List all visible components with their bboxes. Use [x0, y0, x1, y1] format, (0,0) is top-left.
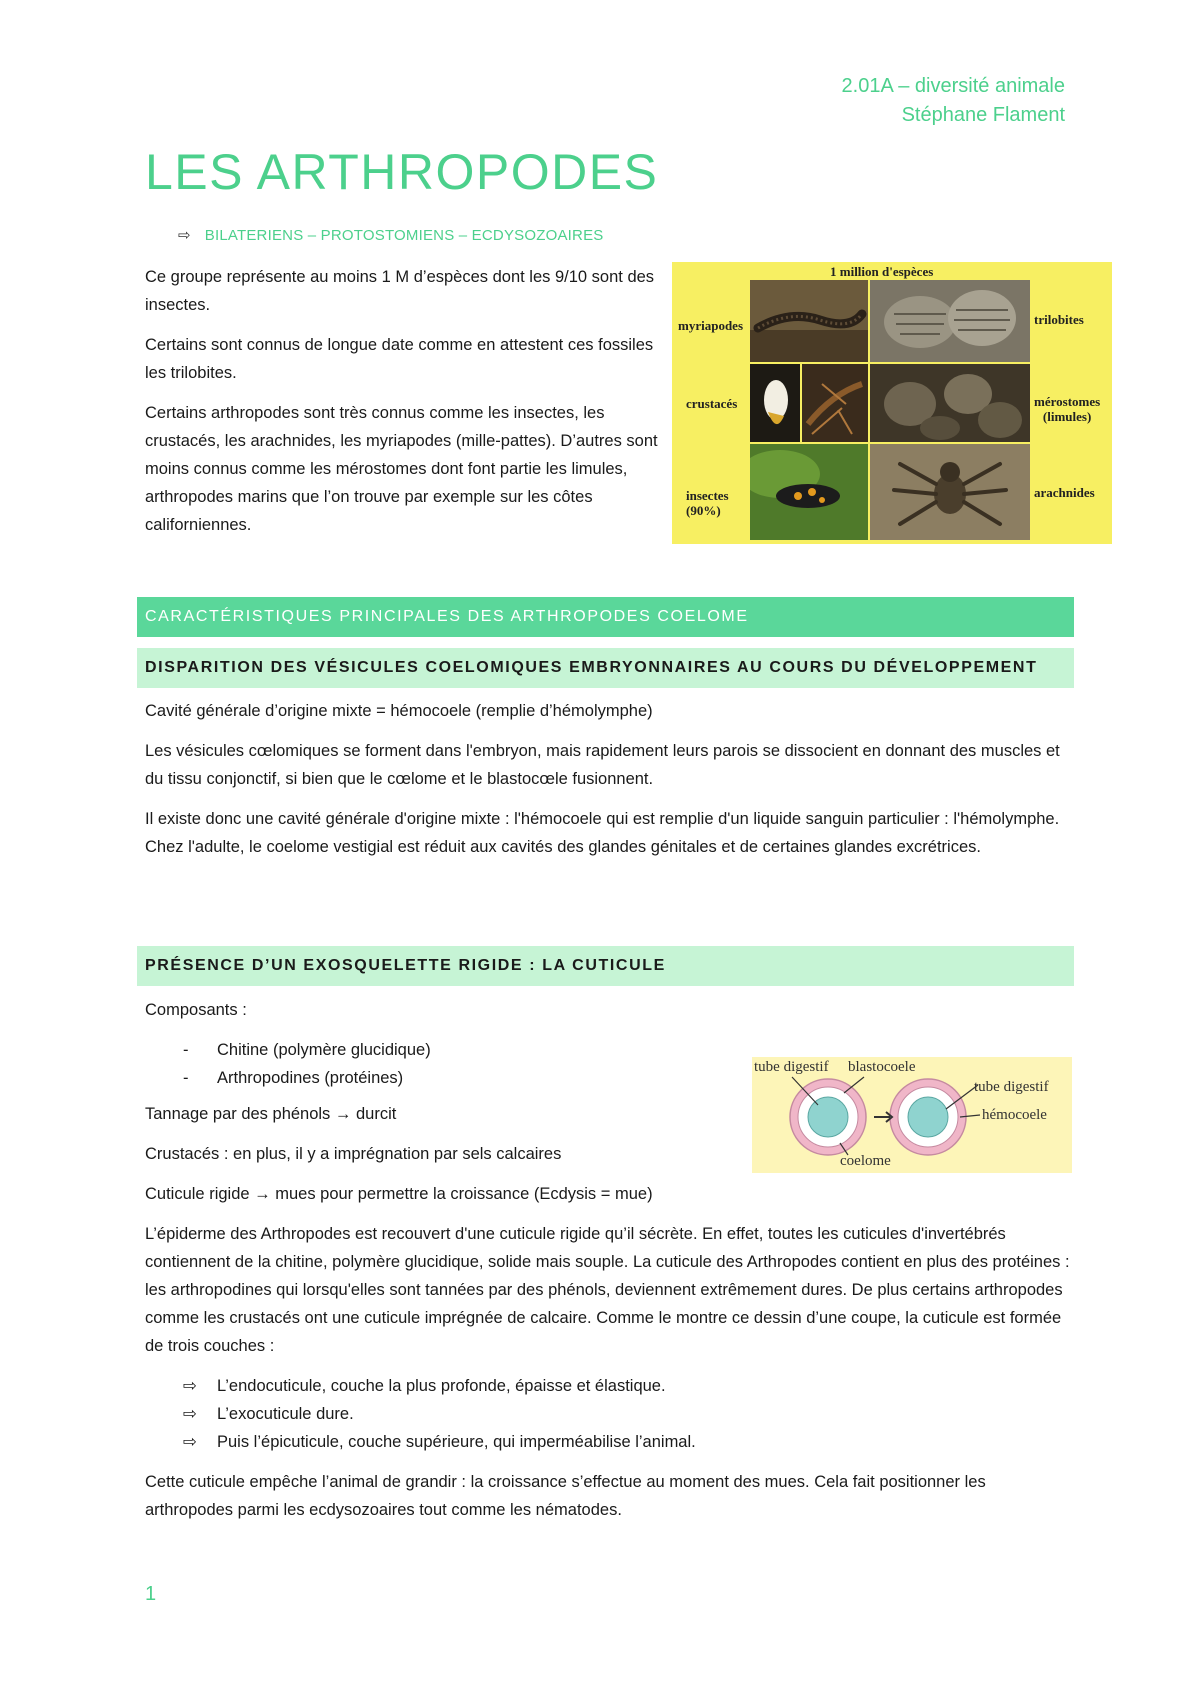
list-item: ⇨ Puis l’épicuticule, couche supérieure, qui imperméabilise l’animal.	[145, 1428, 1075, 1456]
label-merostomes	[1034, 394, 1100, 424]
list-item: ⇨ L’endocuticule, couche la plus profonde, épaisse et élastique.	[145, 1372, 1075, 1400]
section-heading-coelom: DISPARITION DES VÉSICULES COELOMIQUES EMBRYONNAIRES AU COURS DU DÉVELOPPEMENT	[137, 648, 1074, 688]
label-blastocoele: blastocoele	[848, 1059, 916, 1075]
arrow-icon: ⇨	[183, 1433, 197, 1451]
page-number: 1	[145, 1583, 157, 1605]
intro-paragraph: Ce groupe représente au moins 1 M d’espèces dont les 9/10 sont des insectes.	[145, 268, 655, 314]
cuticle-line: Cuticule rigide → mues pour permettre la croissance (Ecdysis = mue)	[145, 1185, 653, 1203]
intro-paragraph: Certains sont connus de longue date comme en attestent ces fossiles les trilobites.	[145, 336, 654, 382]
coelom-diagram	[752, 1057, 1072, 1173]
label-coelome: coelome	[840, 1153, 891, 1169]
label-arachnides: arachnides	[1034, 485, 1095, 500]
species-figure	[672, 262, 1112, 544]
dash-marker: -	[183, 1069, 189, 1087]
list-item: - Arthropodines (protéines)	[145, 1064, 1075, 1092]
cuticle-paragraph: L’épiderme des Arthropodes est recouvert d'une cuticule rigide qu’il sécrète. En effet, toutes les cuticules d'invertébrés contiennent de la chitine, polymère glucidique, solide mais souple. La cuticule des Arthropodes contient en plus des protéines : les arthropodines qui lorsqu'elles sont tannées par des phénols, deviennent extrêmement dures. De plus certains arthropodes comme les crustacés ont une cuticule imprégnée de calcaire. Comme le montre ce dessin d’une coupe, la cuticule est formée de trois couches :	[145, 1225, 1070, 1355]
taxonomy-lineage	[178, 226, 603, 244]
arrow-icon: ⇨	[183, 1377, 197, 1395]
label-limules: (limules)	[1042, 409, 1092, 424]
course-label: 2.01A – diversité animale	[841, 75, 1065, 97]
composants-label: Composants :	[145, 1001, 247, 1019]
label-tube-digestif-left: tube digestif	[754, 1059, 829, 1075]
intro-text	[145, 263, 665, 551]
arrow-icon: ⇨	[178, 227, 191, 244]
coelom-paragraph: Il existe donc une cavité générale d'origine mixte : l'hémocoele qui est remplie d'un liquide sanguin particulier : l'hémolymphe. Chez l'adulte, le coelome vestigial est réduit aux cavités des glandes génitales et de certaines glandes excrétrices.	[145, 810, 1060, 856]
list-item: - Chitine (polymère glucidique)	[145, 1036, 1075, 1064]
figure-title: 1 million d'espèces	[830, 264, 934, 279]
arrow-icon: ⇨	[183, 1405, 197, 1423]
coelom-paragraph: Les vésicules cœlomiques se forment dans l'embryon, mais rapidement leurs parois se dissocient en donnant des muscles et du tissu conjonctif, si bien que le cœlome et le blastocœle fusionnent.	[145, 742, 1060, 788]
cuticle-closing: Cette cuticule empêche l’animal de grandir : la croissance s’effectue au moment des mues. Cela fait positionner les arthropodes parmi les ecdysozoaires tout comme les nématodes.	[145, 1473, 986, 1519]
label-hemocoele: hémocoele	[982, 1107, 1047, 1123]
beetle-photo	[750, 444, 868, 540]
coelom-paragraph: Cavité générale d’origine mixte = hémocoele (remplie d’hémolymphe)	[145, 702, 653, 720]
section-coelom-body	[145, 697, 1075, 873]
label-myriapodes: myriapodes	[678, 318, 743, 333]
label-tube-digestif-right: tube digestif	[974, 1079, 1049, 1095]
section-heading-cuticle: PRÉSENCE D’UN EXOSQUELETTE RIGIDE : LA CUTICULE	[137, 946, 1074, 986]
horseshoe-crab-photo	[870, 364, 1030, 442]
cuticle-line: Crustacés : en plus, il y a imprégnation par sels calcaires	[145, 1145, 562, 1163]
label-insectes-percent: (90%)	[686, 503, 721, 518]
section-heading-main: CARACTÉRISTIQUES PRINCIPALES DES ARTHROPODES COELOME	[137, 597, 1074, 637]
cuticle-line: Tannage par des phénols → durcit	[145, 1105, 397, 1123]
label-merostomes-text: mérostomes	[1034, 394, 1101, 409]
label-trilobites: trilobites	[1034, 312, 1084, 327]
page-title: LES ARTHROPODES	[145, 144, 659, 200]
trilobite-photo	[870, 280, 1030, 362]
label-insectes-text: insectes	[686, 488, 729, 503]
barnacle-photo	[750, 364, 800, 442]
dash-marker: -	[183, 1041, 189, 1059]
lineage-text: BILATERIENS – PROTOSTOMIENS – ECDYSOZOAIRES	[204, 227, 604, 244]
document-header	[842, 72, 1065, 130]
list-item: ⇨ L’exocuticule dure.	[145, 1400, 1075, 1428]
cuticle-layers-list	[145, 1372, 1075, 1456]
label-crustaces: crustacés	[686, 396, 738, 411]
author-name: Stéphane Flament	[901, 104, 1065, 126]
intro-paragraph: Certains arthropodes sont très connus comme les insectes, les crustacés, les arachnides, les myriapodes (mille-pattes). D’autres sont moins connus comme les mérostomes dont font partie les limules, arthropodes marins que l’on trouve par exemple sur les côtes californiennes.	[145, 404, 658, 534]
spider-photo	[870, 444, 1030, 540]
myriapod-photo	[750, 280, 868, 362]
label-insectes	[686, 488, 729, 518]
crayfish-photo	[802, 364, 868, 442]
